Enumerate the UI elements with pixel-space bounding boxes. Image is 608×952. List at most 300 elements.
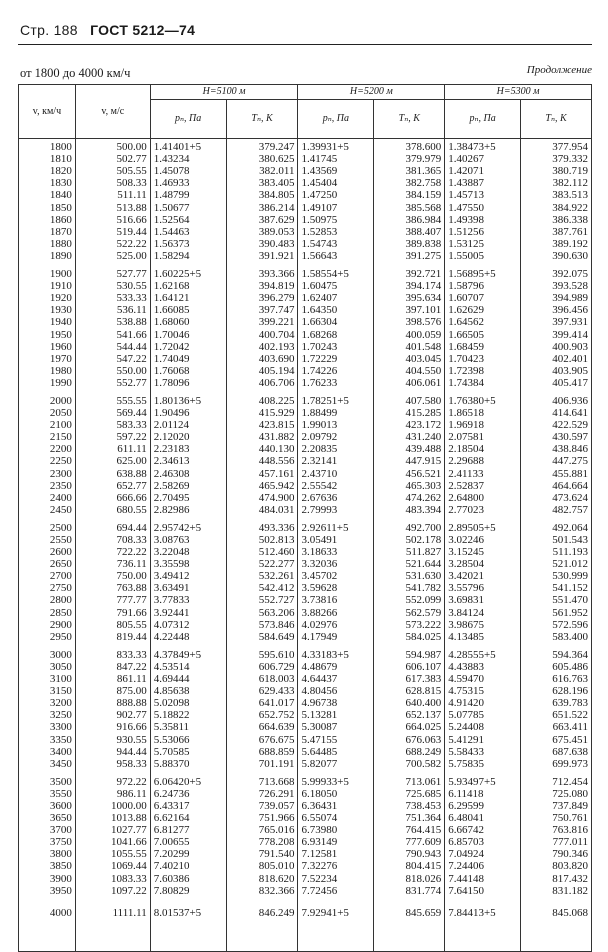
pressure-cell-group (298, 266, 374, 393)
col-header-temperature: Tₙ, К (521, 100, 592, 139)
pressure-cell: 3.59628 (301, 582, 338, 595)
pressure-cell: 3.63491 (153, 582, 190, 595)
speed-kmh-cell: 1850 (49, 201, 72, 214)
pressure-cell: 7.12581 (301, 848, 338, 861)
temperature-cell: 391.921 (258, 249, 295, 262)
temperature-cell: 393.366 (258, 268, 295, 281)
temperature-cell: 406.706 (258, 376, 295, 389)
speed-kmh-cell: 1860 (49, 213, 72, 226)
pressure-cell: 7.00655 (153, 836, 190, 849)
temperature-cell: 532.261 (258, 570, 295, 583)
pressure-cell: 4.91420 (448, 697, 484, 710)
pressure-cell: 1.72042 (153, 340, 190, 353)
temperature-cell: 379.979 (405, 153, 442, 166)
temperature-cell: 562.579 (405, 606, 442, 619)
temperature-cell: 390.630 (552, 249, 588, 262)
temperature-cell: 395.634 (405, 292, 442, 305)
pressure-cell: 2.43710 (301, 467, 338, 480)
pressure-cell: 6.48041 (448, 812, 484, 825)
speed-ms-cell: 513.88 (116, 201, 147, 214)
speed-ms-cell: 694.44 (116, 521, 147, 534)
pressure-cell: 1.47550 (448, 201, 484, 214)
pressure-cell-group (150, 266, 226, 393)
temperature-cell: 765.016 (258, 824, 295, 837)
speed-ms-cell: 819.44 (116, 630, 147, 643)
temperature-cell: 390.483 (258, 237, 295, 250)
pressure-cell: 1.52853 (301, 225, 338, 238)
pressure-cell: 1.74049 (153, 352, 190, 365)
pressure-cell: 4.53514 (153, 660, 190, 673)
temperature-cell: 415.929 (258, 407, 295, 420)
temperature-cell: 474.262 (405, 491, 442, 504)
pressure-cell: 1.46933 (153, 177, 190, 190)
temperature-cell: 652.137 (405, 709, 442, 722)
speed-kmh-cell: 1820 (49, 165, 72, 178)
temperature-cell: 399.221 (258, 316, 295, 329)
temperature-cell: 687.638 (552, 745, 588, 758)
pressure-cell: 3.49412 (153, 570, 190, 583)
speed-kmh-cell: 1890 (49, 249, 72, 262)
pressure-cell: 7.40210 (153, 860, 190, 873)
speed-ms-cell: 527.77 (116, 268, 147, 281)
speed-kmh-cell: 2100 (49, 419, 72, 432)
temperature-cell-group (226, 520, 298, 647)
temperature-cell: 447.275 (552, 455, 588, 468)
pressure-cell: 5.47155 (301, 733, 338, 746)
temperature-cell: 378.600 (405, 141, 442, 154)
temperature-cell: 640.400 (405, 697, 442, 710)
speed-ms-cell: 505.55 (116, 165, 147, 178)
speed-ms-cell: 569.44 (116, 407, 147, 420)
pressure-cell: 1.56373 (153, 237, 190, 250)
temperature-cell: 382.758 (405, 177, 442, 190)
pressure-cell: 2.52837 (448, 479, 484, 492)
temperature-cell: 386.984 (405, 213, 442, 226)
speed-ms-cell: 544.44 (116, 340, 147, 353)
temperature-cell-group (226, 266, 298, 393)
pressure-cell: 2.46308 (153, 467, 190, 480)
pressure-cell: 6.06420+5 (153, 775, 202, 788)
pressure-cell: 2.34613 (153, 455, 190, 468)
pressure-cell: 5.41291 (448, 733, 484, 746)
pressure-cell: 2.79993 (301, 503, 338, 516)
speed-ms-cell: 875.00 (116, 685, 147, 698)
speed-kmh-cell: 1960 (49, 340, 72, 353)
speed-kmh-cell: 1930 (49, 304, 72, 317)
speed-ms-cell: 550.00 (116, 364, 147, 377)
speed-kmh-cell-group (19, 774, 76, 901)
pressure-cell: 1.68268 (301, 328, 338, 341)
temperature-cell: 817.432 (552, 872, 588, 885)
temperature-cell: 431.240 (405, 431, 442, 444)
temperature-cell: 699.973 (552, 757, 588, 770)
pressure-cell-group (150, 520, 226, 647)
speed-kmh-cell: 3050 (49, 660, 72, 673)
temperature-cell: 688.249 (405, 745, 442, 758)
pressure-cell: 2.20835 (301, 443, 338, 456)
temperature-cell: 531.630 (405, 570, 442, 583)
temperature-cell-group (374, 647, 445, 774)
temperature-cell: 563.206 (258, 606, 295, 619)
speed-ms-cell-group (75, 774, 150, 901)
temperature-cell: 726.291 (258, 787, 295, 800)
pressure-cell: 1.49398 (448, 213, 484, 226)
table-row-block (19, 647, 592, 774)
temperature-cell: 438.846 (552, 443, 588, 456)
temperature-cell: 483.394 (405, 503, 442, 516)
speed-ms-cell: 861.11 (116, 673, 147, 686)
speed-kmh-cell: 3400 (49, 745, 72, 758)
speed-kmh-cell: 2250 (49, 455, 72, 468)
speed-ms-cell: 625.00 (116, 455, 147, 468)
pressure-cell: 7.04924 (448, 848, 484, 861)
speed-ms-cell: 519.44 (116, 225, 147, 238)
pressure-cell: 6.43317 (153, 799, 190, 812)
col-header-speed-kmh: v, км/ч (19, 85, 76, 139)
temperature-cell: 790.346 (552, 848, 588, 861)
temperature-cell: 676.675 (258, 733, 295, 746)
speed-ms-cell: 958.33 (116, 757, 147, 770)
pressure-cell: 3.88266 (301, 606, 338, 619)
pressure-cell: 1.49107 (301, 201, 338, 214)
pressure-cell: 4.33183+5 (301, 648, 349, 661)
speed-ms-cell: 611.11 (117, 443, 147, 456)
temperature-cell: 552.727 (258, 594, 295, 607)
pressure-cell: 5.13281 (301, 709, 338, 722)
temperature-cell: 381.365 (405, 165, 442, 178)
pressure-cell: 1.70423 (448, 352, 484, 365)
temperature-cell: 595.610 (258, 648, 295, 661)
speed-ms-cell-group (75, 266, 150, 393)
pressure-cell: 6.11418 (448, 787, 484, 800)
pressure-cell: 1.56895+5 (448, 268, 496, 281)
pressure-cell: 5.88370 (153, 757, 190, 770)
speed-ms-cell: 736.11 (116, 558, 147, 571)
pressure-cell: 5.82077 (301, 757, 338, 770)
temperature-cell-group (226, 774, 298, 901)
pressure-cell: 7.72456 (301, 884, 338, 897)
temperature-cell-group (521, 393, 592, 520)
speed-ms-cell: 930.55 (116, 733, 147, 746)
speed-ms-cell: 508.33 (116, 177, 147, 190)
temperature-cell: 465.942 (258, 479, 295, 492)
speed-kmh-cell: 3950 (49, 884, 72, 897)
speed-ms-cell: 1055.55 (110, 848, 147, 861)
pressure-cell: 2.70495 (153, 491, 190, 504)
pressure-cell: 2.95742+5 (153, 521, 202, 534)
pressure-cell: 3.45702 (301, 570, 338, 583)
speed-kmh-cell-group (19, 139, 76, 266)
pressure-cell: 1.50975 (301, 213, 338, 226)
pressure-cell: 1.72398 (448, 364, 484, 377)
temperature-cell-group (374, 266, 445, 393)
pressure-cell: 2.12020 (153, 431, 190, 444)
temperature-cell: 464.664 (552, 479, 588, 492)
speed-ms-cell: 538.88 (116, 316, 147, 329)
pressure-cell: 6.36431 (301, 799, 338, 812)
pressure-cell-group (150, 139, 226, 266)
speed-kmh-cell: 1990 (49, 376, 72, 389)
pressure-cell: 2.23183 (153, 443, 190, 456)
speed-kmh-cell: 3700 (49, 824, 72, 837)
pressure-cell: 1.41745 (301, 153, 338, 166)
speed-ms-cell: 1041.66 (110, 836, 147, 849)
pressure-cell: 3.55796 (448, 582, 484, 595)
pressure-cell: 6.62164 (153, 812, 190, 825)
temperature-cell: 551.470 (552, 594, 588, 607)
speed-kmh-cell: 3850 (49, 860, 72, 873)
pressure-cell-group (150, 393, 226, 520)
pressure-cell: 1.60225+5 (153, 268, 202, 281)
pressure-cell: 7.24406 (448, 860, 484, 873)
temperature-cell: 521.644 (405, 558, 442, 571)
table-row-block (19, 393, 592, 520)
speed-ms-cell: 1111.11 (75, 901, 150, 952)
temperature-cell: 561.952 (552, 606, 588, 619)
speed-ms-cell: 1069.44 (110, 860, 147, 873)
speed-ms-cell: 533.33 (116, 292, 147, 305)
pressure-cell: 1.47250 (301, 189, 338, 202)
speed-kmh-cell: 2850 (49, 606, 72, 619)
pressure-cell: 1.80136+5 (153, 394, 202, 407)
temperature-cell: 845.659 (374, 901, 445, 952)
pressure-cell: 1.64121 (153, 292, 190, 305)
speed-kmh-cell: 1950 (49, 328, 72, 341)
temperature-cell: 473.624 (552, 491, 588, 504)
temperature-cell: 618.003 (258, 673, 295, 686)
temperature-cell-group (374, 139, 445, 266)
speed-ms-cell: 555.55 (116, 394, 147, 407)
pressure-cell: 7.32276 (301, 860, 338, 873)
temperature-cell-group (521, 520, 592, 647)
pressure-cell: 4.37849+5 (153, 648, 202, 661)
page-number: Стр. 188 (20, 22, 78, 38)
temperature-cell: 396.279 (258, 292, 295, 305)
temperature-cell: 391.275 (405, 249, 442, 262)
speed-ms-cell: 502.77 (116, 153, 147, 166)
speed-kmh-cell: 3500 (49, 775, 72, 788)
pressure-cell: 1.60475 (301, 280, 338, 293)
pressure-cell: 1.74384 (448, 376, 484, 389)
temperature-cell: 511.193 (552, 546, 588, 559)
temperature-cell-group (226, 139, 298, 266)
temperature-cell: 511.827 (405, 546, 442, 559)
temperature-cell: 832.366 (258, 884, 295, 897)
speed-kmh-cell: 2050 (49, 407, 72, 420)
pressure-cell: 1.45078 (153, 165, 190, 178)
temperature-cell: 389.192 (552, 237, 588, 250)
pressure-cell: 7.44148 (448, 872, 484, 885)
speed-ms-cell: 1000.00 (110, 799, 147, 812)
temperature-cell: 393.528 (552, 280, 588, 293)
temperature-cell: 651.522 (552, 709, 588, 722)
speed-ms-cell-group (75, 647, 150, 774)
speed-ms-cell: 516.66 (116, 213, 147, 226)
speed-ms-cell: 722.22 (116, 546, 147, 559)
pressure-cell: 1.43234 (153, 153, 190, 166)
pressure-cell: 7.52234 (301, 872, 338, 885)
speed-ms-cell: 541.66 (116, 328, 147, 341)
temperature-cell: 456.521 (405, 467, 442, 480)
speed-ms-cell: 916.66 (116, 721, 147, 734)
temperature-cell: 584.649 (258, 630, 295, 643)
temperature-cell-group (226, 393, 298, 520)
temperature-cell: 541.782 (405, 582, 442, 595)
pressure-cell: 4.13485 (448, 630, 484, 643)
pressure-cell: 1.50677 (153, 201, 190, 214)
temperature-cell: 404.550 (405, 364, 442, 377)
temperature-cell: 521.012 (552, 558, 588, 571)
temperature-cell: 379.332 (552, 153, 588, 166)
col-header-pressure: pₙ, Па (150, 100, 226, 139)
temperature-cell: 389.053 (258, 225, 295, 238)
temperature-cell: 675.451 (552, 733, 588, 746)
temperature-cell: 573.846 (258, 618, 295, 631)
speed-ms-cell: 763.88 (116, 582, 147, 595)
temperature-cell: 628.815 (405, 685, 442, 698)
pressure-cell: 1.76380+5 (448, 394, 496, 407)
table-row-last (19, 901, 592, 952)
pressure-cell: 1.45404 (301, 177, 338, 190)
temperature-cell: 415.285 (405, 407, 442, 420)
temperature-cell: 388.407 (405, 225, 442, 238)
speed-ms-cell-group (75, 393, 150, 520)
speed-ms-cell: 791.66 (116, 606, 147, 619)
temperature-cell: 423.815 (258, 419, 295, 432)
temperature-cell: 383.405 (258, 177, 295, 190)
speed-ms-cell-group (75, 139, 150, 266)
pressure-cell: 1.53125 (448, 237, 484, 250)
pressure-cell: 1.45713 (448, 189, 484, 202)
temperature-cell: 750.761 (552, 812, 588, 825)
pressure-cell: 1.55005 (448, 249, 484, 262)
pressure-cell: 1.38473+5 (448, 141, 496, 154)
speed-kmh-cell: 2500 (49, 521, 72, 534)
temperature-cell: 572.596 (552, 618, 588, 631)
pressure-cell-group (445, 393, 521, 520)
temperature-cell: 389.838 (405, 237, 442, 250)
speed-kmh-cell: 3350 (49, 733, 72, 746)
speed-kmh-cell: 2600 (49, 546, 72, 559)
speed-kmh-cell: 2800 (49, 594, 72, 607)
speed-kmh-cell: 2000 (49, 394, 72, 407)
temperature-cell: 400.903 (552, 340, 588, 353)
pressure-cell-group (445, 139, 521, 266)
speed-ms-cell: 638.88 (116, 467, 147, 480)
speed-kmh-cell-group (19, 266, 76, 393)
pressure-cell: 4.85638 (153, 685, 190, 698)
pressure-cell: 3.77833 (153, 594, 190, 607)
pressure-cell: 4.17949 (301, 630, 338, 643)
temperature-cell: 384.159 (405, 189, 442, 202)
temperature-cell: 664.025 (405, 721, 442, 734)
temperature-cell: 405.417 (552, 376, 588, 389)
speed-ms-cell: 902.77 (116, 709, 147, 722)
pressure-cell: 1.72229 (301, 352, 338, 365)
pressure-cell: 3.73816 (301, 594, 338, 607)
pressure-cell: 1.54743 (301, 237, 338, 250)
pressure-cell: 3.02246 (448, 534, 484, 546)
speed-kmh-cell: 2950 (49, 630, 72, 643)
pressure-cell: 4.80456 (301, 685, 338, 698)
temperature-cell: 641.017 (258, 697, 295, 710)
speed-ms-cell: 1083.33 (110, 872, 147, 885)
pressure-cell: 1.62407 (301, 292, 338, 305)
speed-kmh-cell: 2750 (49, 582, 72, 595)
pressure-cell: 5.02098 (153, 697, 190, 710)
pressure-cell: 7.60386 (153, 872, 190, 885)
speed-ms-cell-group (75, 520, 150, 647)
temperature-cell: 439.488 (405, 443, 442, 456)
speed-kmh-cell: 2400 (49, 491, 72, 504)
group-header-5300: H=5300 м (445, 85, 592, 100)
speed-ms-cell: 547.22 (116, 352, 147, 365)
pressure-cell: 3.15245 (448, 546, 484, 559)
temperature-cell-group (521, 647, 592, 774)
range-caption: от 1800 до 4000 км/ч (20, 66, 131, 80)
pressure-cell: 3.42021 (448, 570, 484, 583)
temperature-cell: 384.922 (552, 201, 588, 214)
pressure-cell: 1.86518 (448, 407, 484, 420)
temperature-cell: 399.414 (552, 328, 588, 341)
table-body (19, 139, 592, 952)
temperature-cell: 713.668 (258, 775, 295, 788)
pressure-cell: 4.02976 (301, 618, 338, 631)
temperature-cell: 652.752 (258, 709, 295, 722)
pressure-cell: 1.52564 (153, 213, 190, 226)
table-row-block (19, 774, 592, 901)
pressure-cell: 6.85703 (448, 836, 484, 849)
pressure-cell-group (445, 647, 521, 774)
temperature-cell: 737.849 (552, 799, 588, 812)
pressure-cell: 2.89505+5 (448, 521, 496, 534)
temperature-cell: 541.152 (552, 582, 588, 595)
temperature-cell: 430.597 (552, 431, 588, 444)
temperature-cell: 594.364 (552, 648, 588, 661)
speed-ms-cell: 522.22 (116, 237, 147, 250)
speed-ms-cell: 652.77 (116, 479, 147, 492)
temperature-cell: 387.761 (552, 225, 588, 238)
pressure-cell: 2.29688 (448, 455, 484, 468)
temperature-cell: 583.400 (552, 630, 588, 643)
pressure-cell: 1.39931+5 (301, 141, 349, 154)
speed-kmh-cell: 2550 (49, 534, 72, 546)
temperature-cell: 764.415 (405, 824, 442, 837)
speed-kmh-cell: 3200 (49, 697, 72, 710)
temperature-cell: 688.859 (258, 745, 295, 758)
speed-kmh-cell: 3900 (49, 872, 72, 885)
temperature-cell: 606.729 (258, 660, 295, 673)
pressure-cell: 6.55074 (301, 812, 338, 825)
speed-kmh-cell: 2350 (49, 479, 72, 492)
pressure-cell: 1.78251+5 (301, 394, 349, 407)
temperature-cell: 530.999 (552, 570, 588, 583)
temperature-cell: 502.178 (405, 534, 442, 546)
temperature-cell: 400.704 (258, 328, 295, 341)
temperature-cell: 396.456 (552, 304, 588, 317)
speed-ms-cell: 511.11 (117, 189, 147, 202)
col-header-pressure: pₙ, Па (445, 100, 521, 139)
temperature-cell: 818.026 (405, 872, 442, 885)
col-header-speed-ms: v, м/с (75, 85, 150, 139)
pressure-cell: 3.35598 (153, 558, 190, 571)
pressure-cell: 3.28504 (448, 558, 484, 571)
pressure-cell: 6.73980 (301, 824, 338, 837)
temperature-cell: 617.383 (405, 673, 442, 686)
speed-ms-cell: 680.55 (116, 503, 147, 516)
pressure-cell: 2.41133 (448, 467, 484, 480)
temperature-cell: 382.011 (259, 165, 295, 178)
